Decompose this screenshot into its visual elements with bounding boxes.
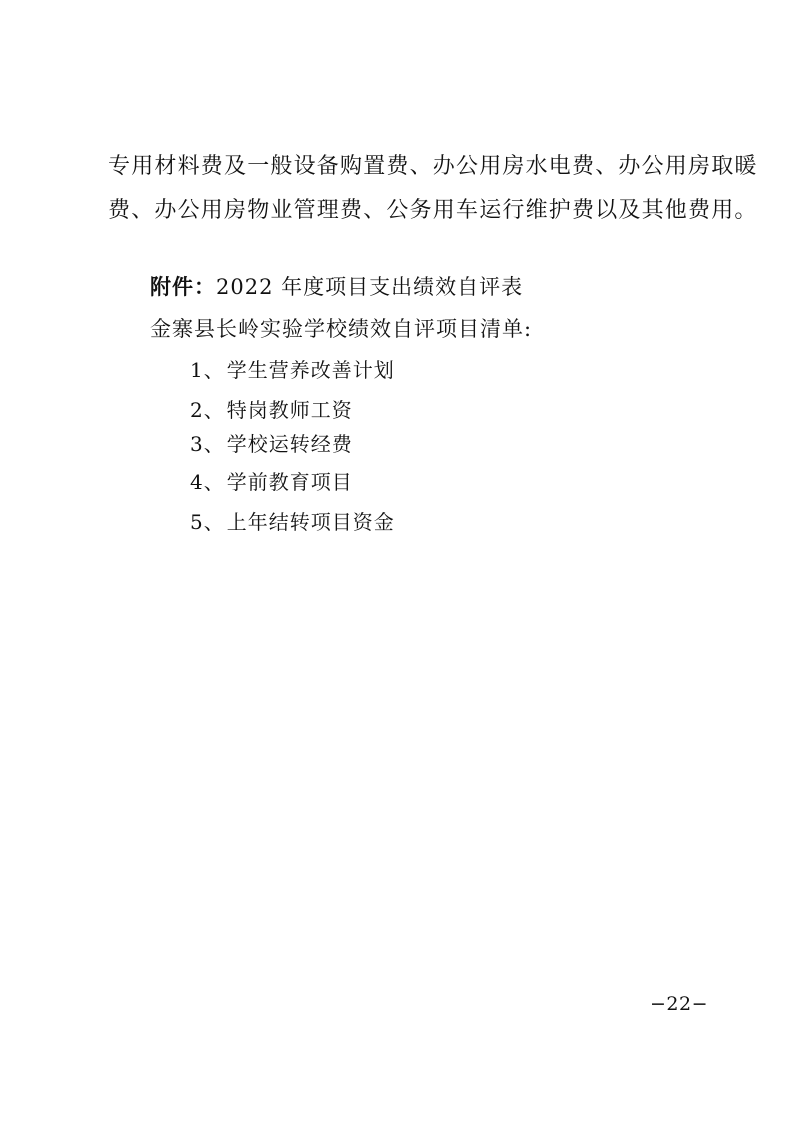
list-item-number: 3、 (190, 432, 225, 456)
list-item (190, 356, 395, 384)
attachment-label: 附件： (150, 275, 216, 299)
list-item (190, 468, 353, 496)
list-item (190, 508, 395, 536)
attachment-line (150, 272, 523, 302)
list-item-number: 2、 (190, 398, 225, 422)
attachment-title: 2022 年度项目支出绩效自评表 (216, 275, 524, 299)
list-item-name: 学校运转经费 (226, 432, 353, 456)
page-number: −22− (650, 993, 709, 1015)
body-text-line-2: 费、办公用房物业管理费、公务用车运行维护费以及其他费用。 (108, 198, 758, 223)
project-list-heading: 金寨县长岭实验学校绩效自评项目清单: (150, 317, 533, 341)
list-item-number: 1、 (190, 358, 225, 382)
list-item-number: 4、 (190, 470, 225, 494)
list-item (190, 396, 353, 424)
list-item-name: 特岗教师工资 (226, 398, 353, 422)
list-item-number: 5、 (190, 510, 225, 534)
body-text-line-1: 专用材料费及一般设备购置费、办公用房水电费、办公用房取暖 (108, 154, 758, 179)
list-item-name: 学前教育项目 (226, 470, 353, 494)
list-item-name: 学生营养改善计划 (226, 358, 395, 382)
list-item (190, 430, 353, 458)
list-item-name: 上年结转项目资金 (226, 510, 395, 534)
